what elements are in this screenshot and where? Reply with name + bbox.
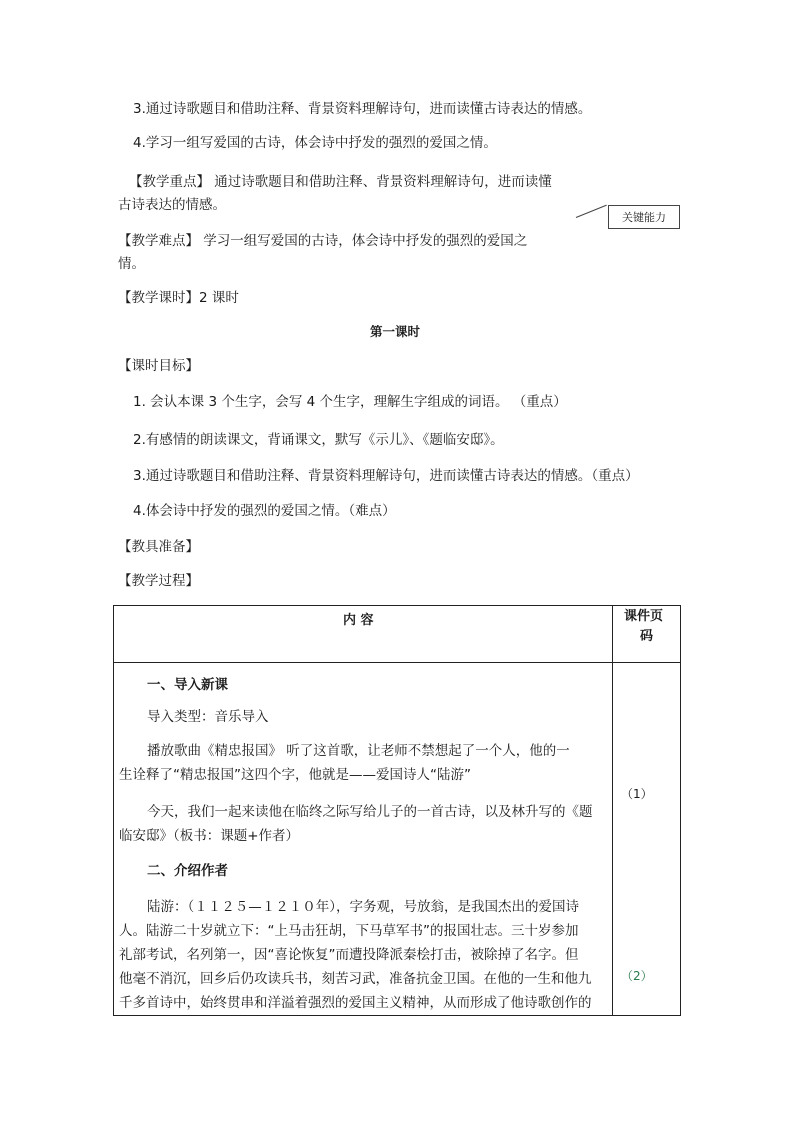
- difficulty-line-1: 【教学难点】 学习一组写爱国的古诗，体会诗中抒发的强烈的爱国之: [118, 233, 528, 249]
- difficulty-line-2: 情。: [118, 256, 145, 272]
- lesson-goal-4: 4.体会诗中抒发的强烈的爱国之情。（难点）: [133, 503, 396, 519]
- section-1-title: 一、导入新课: [147, 677, 228, 693]
- header-content: 内 容: [343, 613, 374, 628]
- key-point-line-2: 古诗表达的情感。: [118, 197, 226, 213]
- lesson-goals-header: 【课时目标】: [118, 358, 199, 374]
- section-1-type: [147, 707, 269, 727]
- materials-header: 【教具准备】: [118, 539, 199, 555]
- section-2-line-1: 陆游：（１１２５—１２１０年），字务观，号放翁，是我国杰出的爱国诗: [147, 899, 579, 915]
- objective-3: 3.通过诗歌题目和借助注释、背景资料理解诗句，进而读懂古诗表达的情感。: [133, 101, 592, 117]
- table-header-divider: [113, 662, 681, 663]
- section-1-p2-line-1: 今天，我们一起来读他在临终之际写给儿子的一首古诗，以及林升写的《题: [147, 804, 593, 820]
- lesson-goal-1: 1. 会认本课 3 个生字，会写 4 个生字，理解生字组成的词语。 （重点）: [133, 394, 567, 410]
- header-page-line-1: 课件页: [624, 609, 664, 624]
- page-ref-2: （2）: [621, 969, 653, 983]
- section-1-type-text: 导入类型：音乐导入: [147, 709, 269, 725]
- teaching-process-table: [113, 605, 681, 1016]
- lesson-goal-2: 2.有感情的朗读课文，背诵课文，默写《示儿》、《题临安邸》。: [133, 432, 504, 448]
- section-2-line-4: 他毫不消沉，回乡后仍攻读兵书，刻苦习武，准备抗金卫国。在他的一生和他九: [119, 971, 592, 987]
- section-2-line-5: 千多首诗中，始终贯串和洋溢着强烈的爱国主义精神，从而形成了他诗歌创作的: [119, 995, 592, 1011]
- section-1-p1-line-2: 生诠释了“精忠报国”这四个字，他就是——爱国诗人“陆游”: [119, 767, 471, 783]
- table-border-right: [680, 605, 681, 1016]
- lesson-goal-3: 3.通过诗歌题目和借助注释、背景资料理解诗句，进而读懂古诗表达的情感。（重点）: [133, 468, 639, 484]
- table-border-left: [113, 605, 114, 1016]
- callout-connector: [576, 205, 607, 218]
- section-2-title: 二、介绍作者: [147, 863, 228, 879]
- table-border-top: [113, 605, 681, 606]
- key-point-line-1: 【教学重点】 通过诗歌题目和借助注释、背景资料理解诗句，进而读懂: [129, 174, 552, 190]
- callout-key-ability: [608, 205, 680, 229]
- section-1-p2-line-2: 临安邸》（板书：课题+作者）: [119, 828, 300, 844]
- process-header: 【教学过程】: [118, 573, 199, 589]
- header-page-line-2: 码: [640, 629, 654, 644]
- section-1-p1-line-1: 播放歌曲《精忠报国》 听了这首歌，让老师不禁想起了一个人，他的一: [147, 743, 570, 759]
- section-2-line-2: 人。陆游二十岁就立下：“上马击狂胡，下马草军书”的报国壮志。三十岁参加: [119, 923, 579, 939]
- callout-label: 关键能力: [622, 211, 666, 224]
- lesson-title: 第一课时: [370, 324, 421, 339]
- table-border-bottom: [113, 1015, 681, 1016]
- table-column-divider: [612, 605, 613, 1016]
- objective-4: 4.学习一组写爱国的古诗，体会诗中抒发的强烈的爱国之情。: [133, 135, 497, 151]
- section-2-line-3: 礼部考试，名列第一，因“喜论恢复”而遭投降派秦桧打击，被除掉了名字。但: [119, 947, 579, 963]
- page-ref-1: （1）: [621, 787, 653, 801]
- class-hours: 【教学课时】2 课时: [118, 290, 239, 306]
